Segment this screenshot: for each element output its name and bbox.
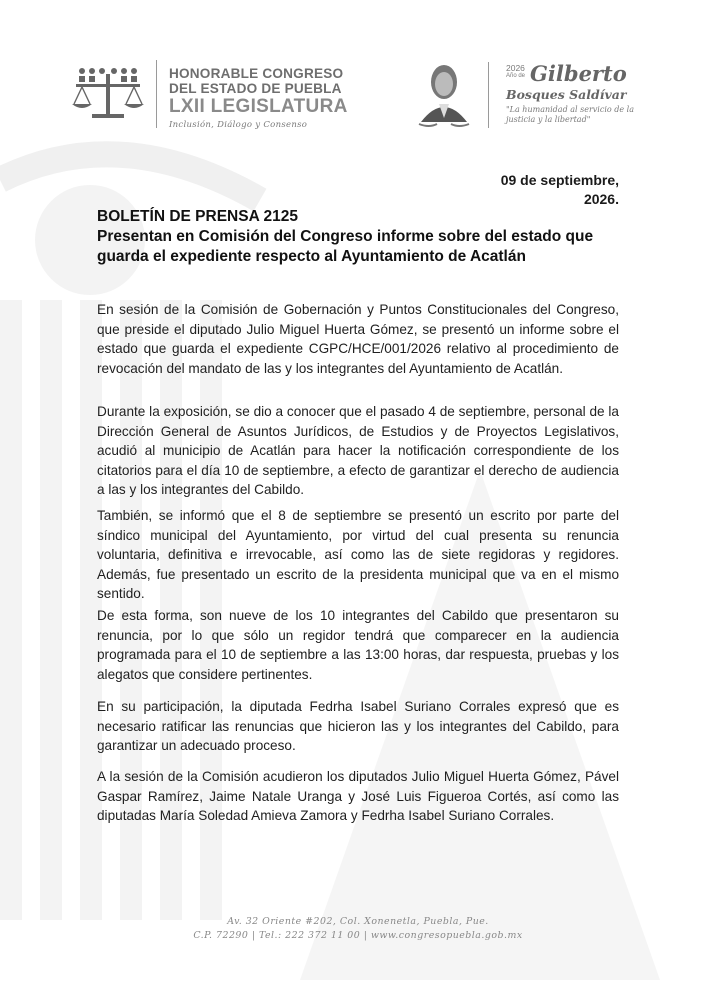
- congreso-line-2: DEL ESTADO DE PUEBLA: [169, 81, 342, 96]
- congreso-line-1: HONORABLE CONGRESO: [169, 66, 344, 81]
- commemorative-year-caption: Año de: [506, 73, 526, 79]
- commemorative-year-text: [506, 62, 656, 125]
- body-paragraph: De esta forma, son nueve de los 10 integrantes del Cabildo que presentaron su renuncia, por lo que sólo un regidor tendrá que comparecer en la audiencia programada para el 10 de septiembre a las 13:00 horas, dar respuesta, pruebas y los alegatos que considere pertinentes.: [97, 608, 619, 682]
- quote-line-1: "La humanidad al servicio de la: [506, 105, 634, 114]
- body-paragraph: También, se informó que el 8 de septiembre se presentó un escrito por parte del síndico municipal del Ayuntamiento, por virtud del cual presenta su renuncia voluntaria, definitiva e irrevocable, así como las de siete regidoras y regidores. Además, fue presentado un escrito de la presidenta municipal que va en el mismo sentido.: [97, 508, 619, 601]
- congreso-name: [169, 66, 348, 130]
- commemorative-quote: [506, 105, 656, 125]
- quote-line-2: justicia y la libertad": [506, 115, 591, 124]
- body-paragraph: Durante la exposición, se dio a conocer que el pasado 4 de septiembre, personal de la Dirección General de Asuntos Jurídicos, de Estudios y de Proyectos Legislativos, acudió al municipio de Acatlán para hacer la notificación correspondiente de los citatorios para el día 10 de septiembre, a efecto de garantizar el derecho de audiencia a las y los integrantes del Cabildo.: [97, 404, 619, 497]
- bulletin-number: BOLETÍN DE PRENSA 2125: [97, 208, 298, 225]
- release-date: [501, 171, 619, 209]
- body-paragraph: En sesión de la Comisión de Gobernación y Puntos Constitucionales del Congreso, que preside el diputado Julio Miguel Huerta Gómez, se presentó un informe sobre el estado que guarda el expediente CGPC/HCE/001/2026 relativo al procedimiento de revocación del mandato de las y los integrantes del Ayuntamiento de Acatlán.: [97, 302, 619, 376]
- release-date-line-2: 2026.: [583, 191, 619, 207]
- honoree-last-name: Bosques Saldívar: [506, 87, 627, 102]
- commemorative-year: 2026: [506, 63, 525, 73]
- body-paragraph: En su participación, la diputada Fedrha Isabel Suriano Corrales expresó que es necesario ratificar las renuncias que hicieron las y los integrantes del Cabildo, para garantizar un adecuado proceso.: [97, 699, 619, 753]
- footer-contact: C.P. 72290 | Tel.: 222 372 11 00 | www.congresopuebla.gob.mx: [193, 930, 523, 941]
- body-paragraph: A la sesión de la Comisión acudieron los diputados Julio Miguel Huerta Gómez, Pável Gaspar Ramírez, Jaime Natale Uranga y José Luis Figueroa Cortés, así como las diputadas María Soledad Amieva Zamora y Fedrha Isabel Suriano Corrales.: [97, 769, 619, 823]
- legislatura-label: LXII LEGISLATURA: [169, 96, 348, 117]
- gilberto-bosques-portrait-icon: [415, 58, 473, 130]
- bulletin-title: [97, 207, 619, 267]
- congreso-motto: Inclusión, Diálogo y Consenso: [169, 120, 308, 130]
- header-divider-left: [156, 60, 157, 128]
- bulletin-headline-line-1: Presentan en Comisión del Congreso informe sobre del estado que: [97, 228, 594, 245]
- honoree-first-name: Gilberto: [530, 61, 627, 86]
- header-divider-right: [488, 62, 489, 128]
- release-date-line-1: 09 de septiembre,: [500, 172, 619, 188]
- congreso-scales-logo-icon: [70, 66, 146, 122]
- bulletin-headline-line-2: guarda el expediente respecto al Ayuntamiento de Acatlán: [97, 248, 526, 265]
- footer-address: Av. 32 Oriente #202, Col. Xonenetla, Puebla, Pue.: [227, 916, 489, 927]
